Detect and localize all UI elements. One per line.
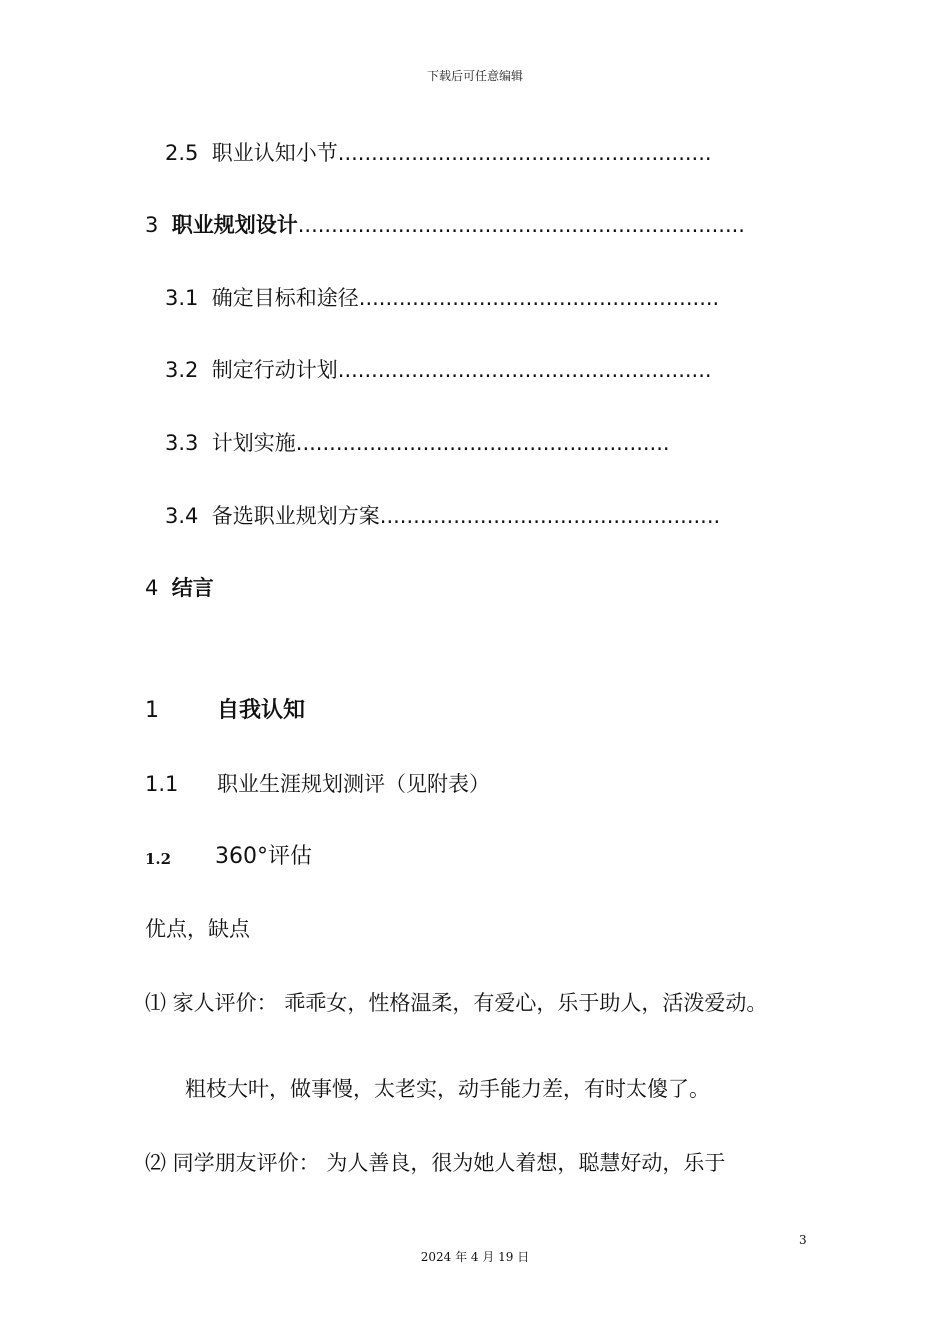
page-number: 3 — [799, 1233, 807, 1247]
toc-number: 3.3 — [165, 431, 199, 455]
toc-leader-dots: ........................................................ — [295, 431, 670, 455]
toc-number: 3.4 — [165, 504, 199, 528]
toc-title: 计划实施 — [211, 431, 296, 455]
toc-number: 3.1 — [165, 286, 199, 310]
toc-number: 3.2 — [165, 358, 199, 382]
toc-leader-dots: ................................................... — [379, 504, 721, 528]
toc-entry-3-2[interactable] — [165, 356, 712, 384]
toc-number: 3 — [145, 213, 159, 237]
section-1-1-title: 职业生涯规划测评（见附表） — [217, 772, 490, 796]
toc-entry-3-1[interactable] — [165, 284, 719, 312]
toc-title: 制定行动计划 — [211, 358, 338, 382]
toc-title: 结言 — [171, 576, 214, 600]
section-1-heading — [145, 696, 159, 726]
page-header: 下载后可任意编辑 — [426, 69, 523, 83]
toc-entry-4[interactable] — [145, 574, 214, 602]
body-line-pros-cons: 优点，缺点 — [145, 917, 250, 941]
toc-leader-dots: ...................................................... — [358, 286, 720, 310]
toc-entry-3-4[interactable] — [165, 502, 720, 530]
toc-leader-dots: ........................................................ — [337, 141, 712, 165]
body-line-family-cons: 粗枝大叶，做事慢，太老实，动手能力差，有时太傻了。 — [185, 1077, 710, 1101]
page-footer-date: 2024 年 4 月 19 日 — [420, 1250, 530, 1264]
toc-number: 4 — [145, 576, 159, 600]
section-1-2-number: 1.2 — [145, 850, 172, 868]
section-1-2-title: 360°评估 — [215, 844, 312, 869]
toc-title: 确定目标和途径 — [211, 286, 359, 310]
toc-leader-dots: ........................................................ — [337, 358, 712, 382]
body-line-friends-review: ⑵ 同学朋友评价： 为人善良，很为她人着想，聪慧好动，乐于 — [145, 1151, 726, 1175]
toc-title: 职业认知小节 — [211, 141, 338, 165]
toc-entry-2-5[interactable] — [165, 139, 712, 167]
body-line-family-review: ⑴ 家人评价： 乖乖女，性格温柔，有爱心，乐于助人，活泼爱动。 — [145, 991, 768, 1015]
toc-title: 备选职业规划方案 — [211, 504, 380, 528]
toc-number: 2.5 — [165, 141, 199, 165]
section-number: 1 — [145, 698, 159, 723]
section-1-1-number: 1.1 — [145, 772, 179, 796]
toc-title: 职业规划设计 — [171, 213, 298, 237]
toc-leader-dots: ................................................................... — [297, 213, 745, 237]
section-1-title: 自我认知 — [217, 698, 306, 723]
toc-entry-3[interactable] — [145, 211, 745, 239]
toc-entry-3-3[interactable] — [165, 429, 670, 457]
